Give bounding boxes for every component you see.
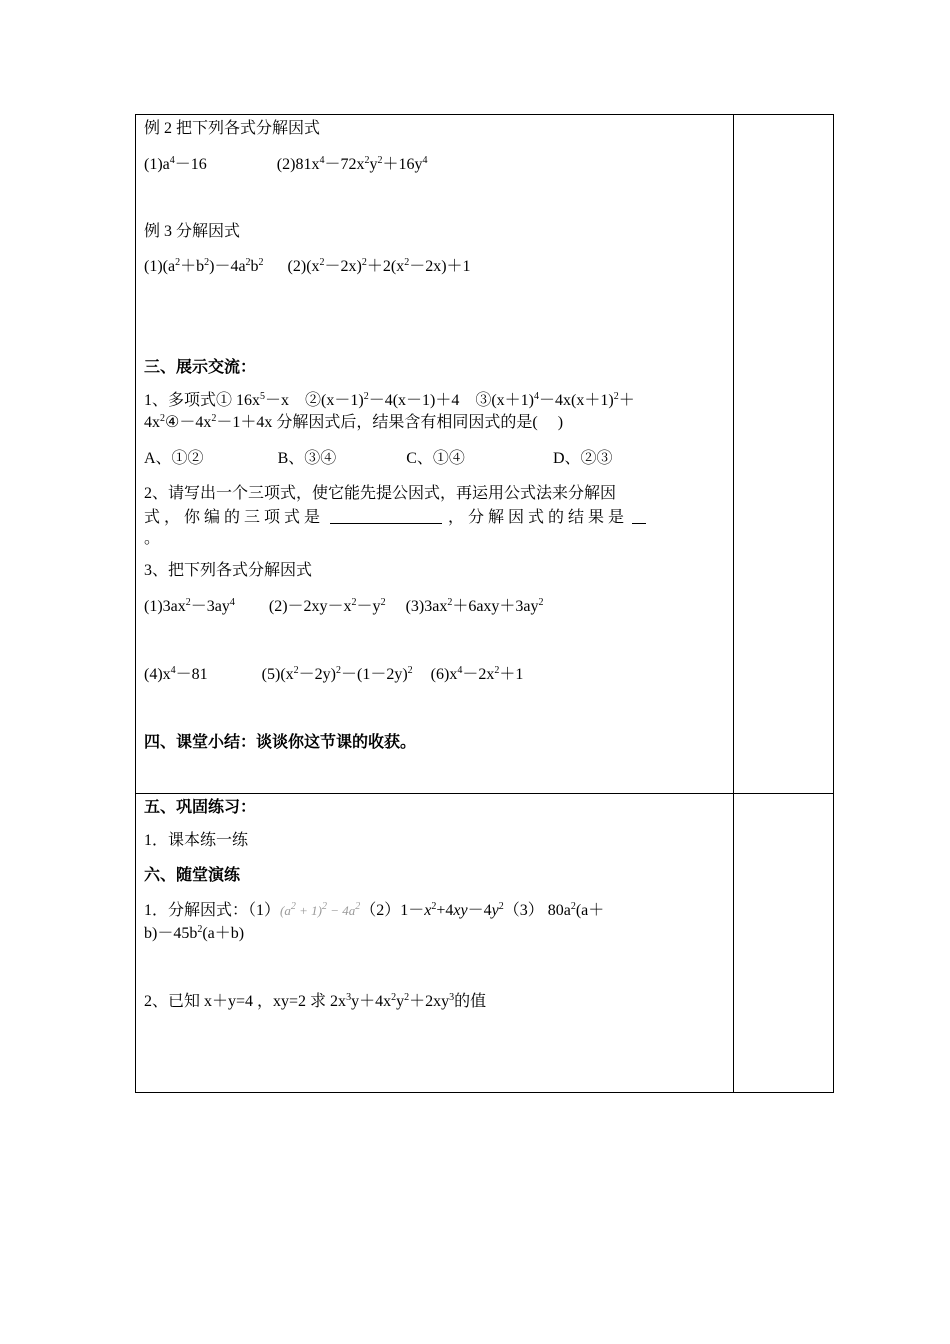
option-d: D、②③ [552, 450, 613, 467]
section3-q1-options [144, 449, 727, 469]
formula-image: $(a^2 + 1)^2 - 4a^2$ [280, 901, 361, 918]
option-b: B、③④ [277, 450, 337, 467]
answer-blank-result[interactable] [632, 509, 646, 524]
option-c: C、①④ [406, 450, 465, 467]
worksheet [135, 114, 833, 1093]
section6-q1-line1: 1．分解因式：$(1)(a^2 + 1)^2 - 4a^2(2)1-x^2+4xy-4y^2(3)$ $80a^2(a+$ [144, 901, 605, 919]
example2-problem-2: $(2)81x^4-72x^2y^2+16y^4$ [276, 155, 428, 173]
section5-heading: 五、巩固练习： [144, 799, 257, 816]
section6-heading: 六、随堂演练 [144, 867, 241, 884]
q3-item-5: $(5)(x^2-2y)^2-(1-2y)^2$ [261, 665, 413, 683]
q3-item-2: $(2)-2xy-x^2-y^2$ [268, 597, 386, 615]
section3-q2-line2: 式 ， 你 编 的 三 项 式 是 ， 分 解 因 式 的 结 果 是 [144, 508, 727, 528]
q3-item-1: $(1)3ax^2-3ay^4$ [144, 597, 235, 615]
table-row [136, 794, 834, 1093]
section3-heading: 三、展示交流： [144, 359, 257, 376]
q3-item-6: $(6)x^4-2x^2+1$ [430, 665, 524, 683]
example2-title: 例 2 把下列各式分解因式 [144, 120, 321, 137]
section6-q1-line2: $b)-45b^2(a+b)$ [144, 924, 245, 942]
example2-problems [144, 155, 727, 175]
section3-q3-row2 [144, 665, 727, 685]
section3-q2-line3: 。 [144, 530, 161, 547]
example2-problem-1: $(1)a^4-16$ [144, 155, 207, 173]
section3-q3-title: 3、把下列各式分解因式 [144, 562, 313, 579]
section4-heading: 四、课堂小结：谈谈你这节课的收获。 [144, 734, 417, 751]
section5-item: 1．课本练一练 [144, 832, 249, 849]
section6-q2: 2、已知 x＋y=4 ，xy=2 求 $2x^3y+4x^2y^2+2xy^3$的值 [144, 992, 487, 1010]
example3-problem-1: $(1)(a^2+b^2)-4a^2b^2$ [144, 257, 264, 275]
section3-q1-line1: 1、多项式① $16x^5-x$ $②(x-1)^2-4(x-1)+4$ $③(x+1)^4-4x(x+1)^2+$ [144, 391, 635, 409]
table-row [136, 115, 834, 794]
lesson-table [135, 114, 834, 1093]
answer-blank-polynomial[interactable] [330, 509, 442, 524]
example3-title: 例 3 分解因式 [144, 223, 241, 240]
q3-item-3: $(3)3ax^2+6axy+3ay^2$ [405, 597, 544, 615]
section3-q3-row1 [144, 597, 727, 617]
content-cell-lower [136, 794, 734, 1093]
section3-q2-line1: 2、请写出一个三项式，使它能先提公因式，再运用公式法来分解因 [144, 485, 617, 502]
q3-item-4: $(4)x^4-81$ [144, 665, 208, 683]
option-a: A、①② [144, 450, 204, 467]
notes-cell-upper [734, 115, 834, 794]
example3-problems [144, 257, 727, 277]
section3-q1-line2: $4x^2④-4x^2-1+4x$ 分解因式后，结果含有相同因式的是( ) [144, 413, 564, 431]
notes-cell-lower [734, 794, 834, 1093]
example3-problem-2: $(2)(x^2-2x)^2+2(x^2-2x)+1$ [287, 257, 471, 275]
content-cell-upper [136, 115, 734, 794]
